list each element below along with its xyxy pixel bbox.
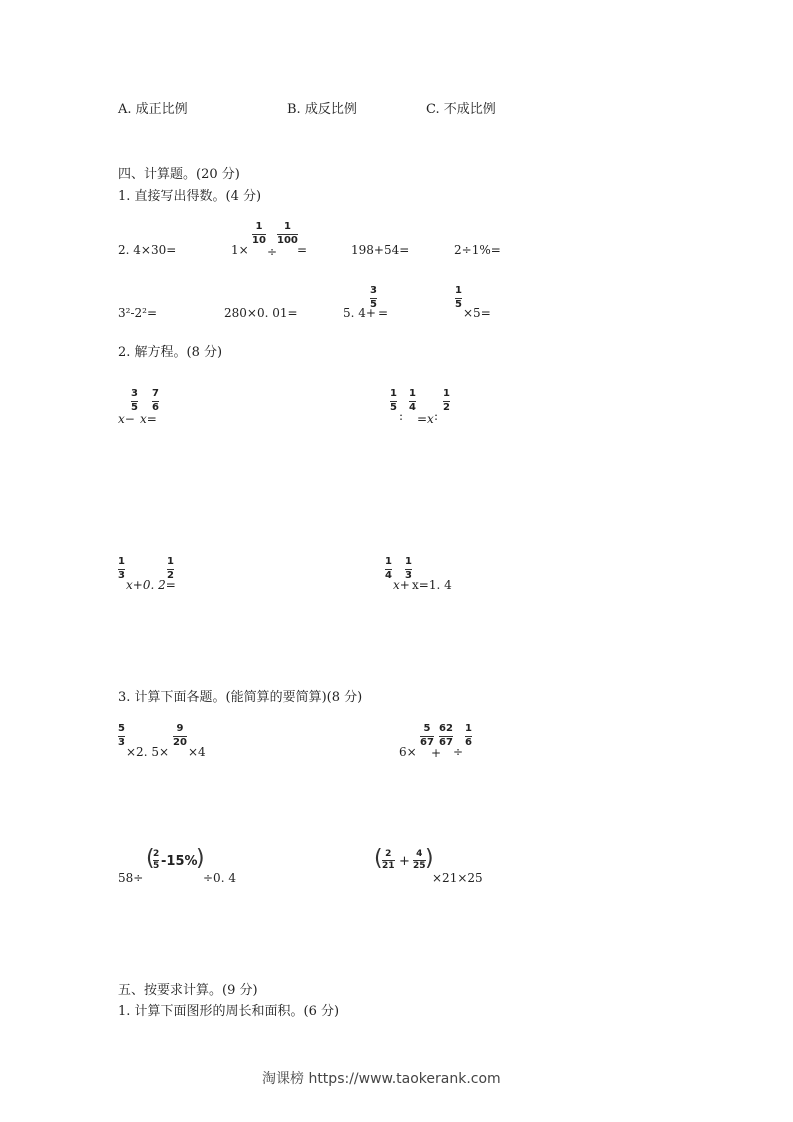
fraction-denominator: 4 xyxy=(409,401,416,413)
q3-d-plus: + xyxy=(399,854,410,869)
fraction-numerator: 5 xyxy=(118,723,125,734)
q3-c-tail: ÷0. 4 xyxy=(203,871,236,885)
fraction-numerator: 1 xyxy=(465,723,472,734)
q2-c-fraction-2 xyxy=(167,557,174,581)
fraction-denominator: 100 xyxy=(277,234,298,246)
q2-b-ratio-sign-2: : xyxy=(434,409,439,423)
q2-c-middle: x+0. 2= xyxy=(126,578,176,592)
fraction-denominator: 5 xyxy=(370,298,377,310)
q2-b-fraction-2 xyxy=(409,389,416,413)
fraction-numerator: 1 xyxy=(167,556,174,567)
q1-g-fraction xyxy=(370,286,377,310)
q2-a-fraction-2 xyxy=(152,389,159,413)
fraction-numerator: 3 xyxy=(131,388,138,399)
question-2-title: 2. 解方程。(8 分) xyxy=(118,345,223,360)
q2-b-fraction-3 xyxy=(443,389,450,413)
fraction-denominator: 3 xyxy=(118,736,125,748)
q2-b-fraction-1 xyxy=(390,389,397,413)
fraction-denominator: 3 xyxy=(118,569,125,581)
q3-d-tail: ×21×25 xyxy=(432,871,483,885)
q2-a-term-2: x= xyxy=(140,412,157,426)
q3-b-prefix: 6× xyxy=(399,745,417,759)
q2-d-fraction-2 xyxy=(405,557,412,581)
q3-d-fraction-2 xyxy=(413,850,426,872)
q1-b-prefix: 1× xyxy=(231,243,249,257)
choice-a: A. 成正比例 xyxy=(118,102,188,117)
fraction-denominator: 25 xyxy=(413,861,426,872)
fraction-numerator: 1 xyxy=(455,285,462,296)
q1-h-fraction xyxy=(455,286,462,310)
fraction-numerator: 2 xyxy=(153,849,160,859)
left-parenthesis: ( xyxy=(146,846,155,871)
fraction-numerator: 7 xyxy=(152,388,159,399)
q3-d-fraction-1 xyxy=(382,850,395,872)
fraction-denominator: 5 xyxy=(455,298,462,310)
q1-item-a: 2. 4×30= xyxy=(118,243,177,257)
q1-item-d: 2÷1%= xyxy=(454,243,501,257)
fraction-numerator: 1 xyxy=(409,388,416,399)
q3-b-divide: ÷ xyxy=(453,745,464,759)
fraction-numerator: 4 xyxy=(416,849,423,859)
q2-b-equals: =x xyxy=(417,412,434,426)
q2-d-tail: x=1. 4 xyxy=(412,578,452,592)
q1-item-e: 3²-2²= xyxy=(118,306,157,320)
q1-g-suffix: = xyxy=(378,306,389,320)
fraction-denominator: 20 xyxy=(173,736,187,748)
q3-a-tail: ×4 xyxy=(188,745,206,759)
q1-item-c: 198+54= xyxy=(351,243,410,257)
q1-item-f: 280×0. 01= xyxy=(224,306,298,320)
q2-d-fraction-1 xyxy=(385,557,392,581)
q3-c-fraction xyxy=(153,850,159,872)
section-5-title: 五、按要求计算。(9 分) xyxy=(118,983,258,998)
fraction-denominator: 67 xyxy=(420,736,434,748)
fraction-denominator: 5 xyxy=(153,861,160,872)
fraction-numerator: 1 xyxy=(283,221,291,232)
fraction-denominator: 6 xyxy=(465,736,472,748)
fraction-numerator: 1 xyxy=(390,388,397,399)
fraction-denominator: 3 xyxy=(405,569,412,581)
q2-c-fraction-1 xyxy=(118,557,125,581)
choice-c: C. 不成比例 xyxy=(426,102,496,117)
question-3-title: 3. 计算下面各题。(能简算的要简算)(8 分) xyxy=(118,690,363,705)
q3-a-fraction-2 xyxy=(173,724,187,748)
q1-b-fraction-1 xyxy=(252,222,266,246)
fraction-numerator: 1 xyxy=(405,556,412,567)
q3-c-percent: -15% xyxy=(161,854,198,869)
fraction-numerator: 2 xyxy=(385,849,392,859)
fraction-numerator: 3 xyxy=(370,285,377,296)
q1-b-suffix: = xyxy=(297,243,308,257)
q2-a-fraction-1 xyxy=(131,389,138,413)
q3-a-middle: ×2. 5× xyxy=(126,745,170,759)
fraction-numerator: 5 xyxy=(423,723,431,734)
choice-b: B. 成反比例 xyxy=(287,102,357,117)
fraction-denominator: 6 xyxy=(152,401,159,413)
q1-h-suffix: ×5= xyxy=(463,306,491,320)
q1-b-operator: ÷ xyxy=(267,245,278,259)
q2-b-ratio-sign: : xyxy=(399,409,404,423)
q3-b-plus: + xyxy=(431,746,442,760)
q3-a-fraction-1 xyxy=(118,724,125,748)
q3-b-fraction-1 xyxy=(420,724,434,748)
q2-a-term: x− xyxy=(118,412,135,426)
fraction-denominator: 5 xyxy=(131,401,138,413)
q1-g-prefix: 5. 4+ xyxy=(343,306,376,320)
q2-d-term: x+ xyxy=(393,578,410,592)
fraction-denominator: 4 xyxy=(385,569,392,581)
fraction-numerator: 1 xyxy=(255,221,263,232)
right-parenthesis: ) xyxy=(196,846,205,871)
section-5-question-1-title: 1. 计算下面图形的周长和面积。(6 分) xyxy=(118,1004,340,1019)
right-parenthesis: ) xyxy=(425,846,434,871)
q3-c-prefix: 58÷ xyxy=(118,871,144,885)
fraction-numerator: 1 xyxy=(118,556,125,567)
footer-watermark: 淘课榜 https://www.taokerank.com xyxy=(262,1071,501,1087)
section-4-title: 四、计算题。(20 分) xyxy=(118,167,240,182)
fraction-denominator: 10 xyxy=(252,234,266,246)
fraction-denominator: 2 xyxy=(167,569,174,581)
fraction-numerator: 9 xyxy=(176,723,184,734)
fraction-denominator: 2 xyxy=(443,401,450,413)
fraction-numerator: 1 xyxy=(385,556,392,567)
fraction-denominator: 67 xyxy=(439,736,453,748)
fraction-denominator: 5 xyxy=(390,401,397,413)
question-1-title: 1. 直接写出得数。(4 分) xyxy=(118,189,262,204)
fraction-numerator: 1 xyxy=(443,388,450,399)
left-parenthesis: ( xyxy=(374,846,383,871)
fraction-denominator: 21 xyxy=(382,861,395,872)
q3-b-fraction-3 xyxy=(465,724,472,748)
fraction-numerator: 62 xyxy=(439,723,453,734)
q1-b-fraction-2 xyxy=(277,222,298,246)
q3-b-fraction-2 xyxy=(439,724,453,748)
